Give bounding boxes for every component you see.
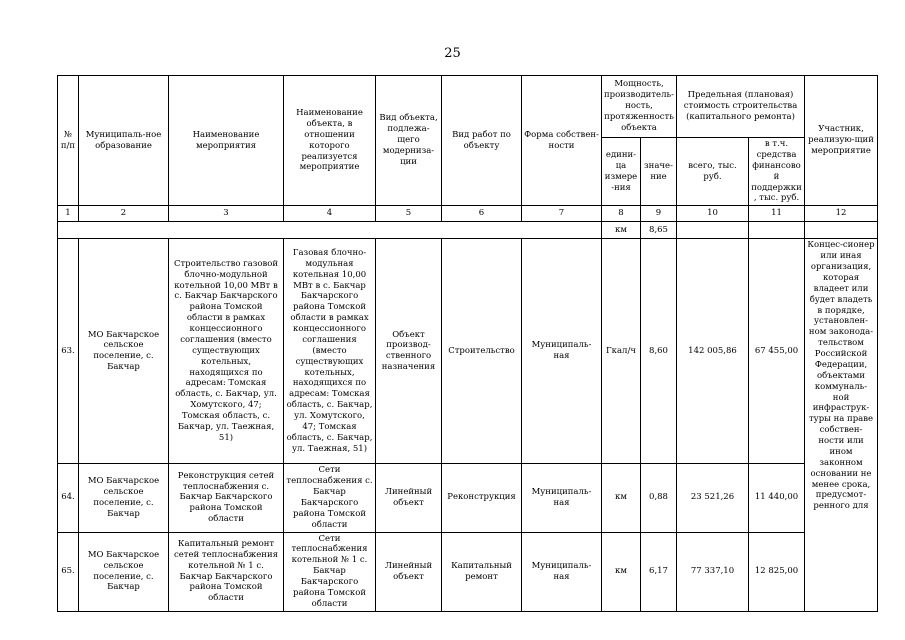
row-ownership: Муниципаль-ная (522, 532, 602, 611)
row-object: Сети теплоснабжения котельной № 1 с. Бакчар Бакчарского района Томской области (284, 532, 376, 611)
header-capacity-unit: едини-ца измере-ния (602, 138, 641, 206)
table-row (58, 464, 878, 532)
header-object-type: Вид объекта, подлежа-щего модерниза-ции (376, 76, 442, 206)
row-ownership: Муниципаль-ная (522, 464, 602, 532)
header-capacity: Мощность, производитель-ность, протяженность объекта (602, 76, 677, 138)
row-total: 77 337,10 (677, 532, 749, 611)
column-number: 6 (442, 206, 522, 222)
row-work: Реконструкция (442, 464, 522, 532)
row-event: Строительство газовой блочно-модульной котельной 10,00 МВт в с. Бакчар Бакчарского района Томской области в рамках концессионного соглашения (вместо существующих котельных, находящихся по адресам: Томская область, с. Бакчар, ул. Хомутского, 47; Томская область, с. Бакчар, ул. Таежная, 51) (169, 239, 284, 464)
row-num: 64. (58, 464, 79, 532)
row-support: 67 455,00 (749, 239, 805, 464)
column-number: 11 (749, 206, 805, 222)
table-row (58, 532, 878, 611)
row-total: 142 005,86 (677, 239, 749, 464)
row-event: Реконструкция сетей теплоснабжения с. Бакчар Бакчарского района Томской области (169, 464, 284, 532)
header-work-type: Вид работ по объекту (442, 76, 522, 206)
row-work: Капитальный ремонт (442, 532, 522, 611)
row-unit: Гкал/ч (602, 239, 641, 464)
header-cost: Предельная (плановая) стоимость строительства (капитального ремонта) (677, 76, 805, 138)
column-number: 8 (602, 206, 641, 222)
participant-text: Концес-сионер или иная организация, которая владеет или будет владеть в порядке, установлен-ном законода-тельством Российской Федерации, объектами коммуналь-ной инфраструк-туры на праве собствен-ности или ином законном основании не менее срока, предусмот-ренного для (807, 240, 875, 512)
column-numbers-row (58, 206, 878, 222)
header-cost-support: в т.ч. средства финансовой поддержки, тыс. руб. (749, 138, 805, 206)
column-number: 5 (376, 206, 442, 222)
row-value: 0,88 (641, 464, 677, 532)
row-object: Сети теплоснабжения с. Бакчар Бакчарского района Томской области (284, 464, 376, 532)
participant-cell (805, 239, 878, 611)
row-value: 8,60 (641, 239, 677, 464)
row-work: Строительство (442, 239, 522, 464)
header-num: № п/п (58, 76, 79, 206)
row-event: Капитальный ремонт сетей теплоснабжения котельной № 1 с. Бакчар Бакчарского района Томской области (169, 532, 284, 611)
row-unit: км (602, 532, 641, 611)
row-municipality: МО Бакчарское сельское поселение, с. Бакчар (79, 532, 169, 611)
header-object-name: Наименование объекта, в отношении которого реализуется мероприятие (284, 76, 376, 206)
page-number: 25 (444, 46, 461, 61)
column-number: 10 (677, 206, 749, 222)
row-object: Газовая блочно-модульная котельная 10,00 МВт в с. Бакчар Бакчарского района Томской области в рамках концессионного соглашения (вместо существующих котельных, находящихся по адресам: Томская область, с. Бакчар, ул. Хомутского, 47; Томская область, с. Бакчар, ул. Таежная, 51) (284, 239, 376, 464)
header-cost-total: всего, тыс. руб. (677, 138, 749, 206)
row-num: 65. (58, 532, 79, 611)
header-event-name: Наименование мероприятия (169, 76, 284, 206)
carry-over-row (58, 222, 878, 239)
row-object-type: Объект производ-ственного назначения (376, 239, 442, 464)
column-number: 4 (284, 206, 376, 222)
row-num: 63. (58, 239, 79, 464)
carry-unit: км (602, 222, 641, 239)
row-value: 6,17 (641, 532, 677, 611)
table-row (58, 239, 878, 464)
row-ownership: Муниципаль-ная (522, 239, 602, 464)
row-municipality: МО Бакчарское сельское поселение, с. Бакчар (79, 239, 169, 464)
column-number: 9 (641, 206, 677, 222)
row-total: 23 521,26 (677, 464, 749, 532)
column-number: 12 (805, 206, 878, 222)
column-number: 2 (79, 206, 169, 222)
column-number: 3 (169, 206, 284, 222)
row-object-type: Линейный объект (376, 532, 442, 611)
row-municipality: МО Бакчарское сельское поселение, с. Бакчар (79, 464, 169, 532)
row-support: 11 440,00 (749, 464, 805, 532)
column-number: 1 (58, 206, 79, 222)
column-number: 7 (522, 206, 602, 222)
carry-value: 8,65 (641, 222, 677, 239)
row-support: 12 825,00 (749, 532, 805, 611)
header-municipality: Муниципаль-ное образование (79, 76, 169, 206)
header-capacity-value: значе-ние (641, 138, 677, 206)
header-ownership: Форма собствен-ности (522, 76, 602, 206)
row-object-type: Линейный объект (376, 464, 442, 532)
header-participant: Участник, реализую-щий мероприятие (805, 76, 878, 206)
row-unit: км (602, 464, 641, 532)
investment-program-table (57, 75, 878, 612)
